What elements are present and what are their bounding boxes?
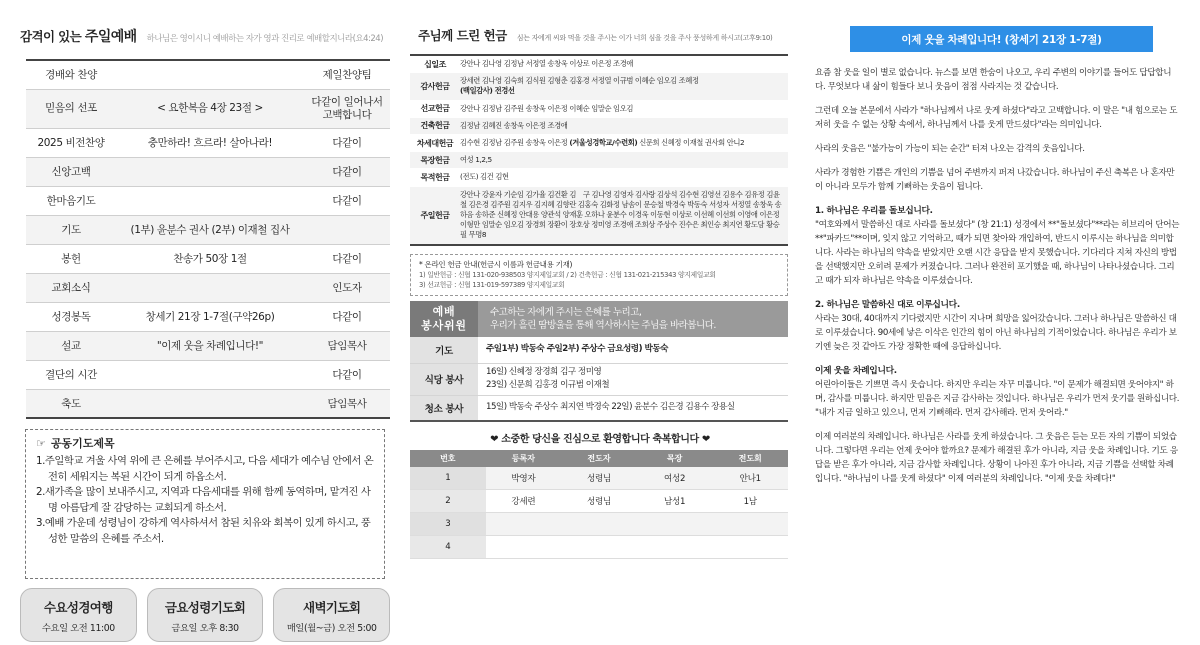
sermon-text: 사라가 경험한 기쁨은 개인의 기쁨을 넘어 주변까지 퍼져 나갔습니다. 하나님이 주신 축복은 나 혼자만이 아니라 모두가 함께 기뻐하는 웃음이 됩니다. — [815, 168, 1175, 192]
order-leader: 담임목사 — [304, 331, 390, 360]
welcome-message: ❤ 소중한 당신을 진심으로 환영합니다 축복합니다 ❤ — [490, 433, 710, 445]
visitor-row — [410, 513, 788, 536]
offering-row — [410, 101, 788, 118]
volunteers-head-1: 예배 — [432, 304, 456, 318]
volunteer-line: 23일) 신문희 김홍경 이규범 이재철 — [486, 380, 610, 391]
volunteer-label: 청소 봉사 — [410, 396, 478, 420]
volunteer-line: 16일) 신혜정 장경희 김구 정미영 — [486, 367, 602, 378]
order-row — [26, 60, 390, 89]
order-label: 성경봉독 — [26, 302, 116, 331]
offering-names-text: 강안나 김정남 김주원 송창욱 이은정 이혜순 임말순 임오김 — [460, 103, 634, 113]
worship-title-main: 주일예배 — [84, 29, 137, 45]
offering-row — [410, 169, 788, 186]
visitor-cell: 남성1 — [637, 490, 713, 513]
visitor-cell — [486, 536, 562, 559]
visitor-row — [410, 490, 788, 513]
sermon-heading: 이제 웃을 차례입니다. — [815, 366, 897, 376]
order-row — [26, 273, 390, 302]
worship-verse: 하나님은 영이시니 예배하는 자가 영과 진리로 예배할지니라(요4:24) — [146, 34, 384, 44]
offering-category: 십일조 — [424, 59, 446, 69]
online-title: * 온라인 헌금 안내(헌금시 이름과 헌금내용 기재) — [419, 259, 573, 269]
worship-title-prefix: 감격이 있는 — [20, 29, 82, 44]
sermon-paragraph — [815, 204, 1180, 288]
order-row — [26, 244, 390, 273]
volunteer-label: 기도 — [410, 337, 478, 363]
worship-order-panel — [20, 26, 388, 634]
order-leader: 제일찬양팀 — [304, 60, 390, 89]
order-leader: 다같이 — [304, 244, 390, 273]
meetings — [20, 588, 390, 642]
offering-names — [460, 135, 788, 151]
sermon-panel — [815, 26, 1180, 626]
visitor-number: 3 — [410, 513, 486, 536]
offering-header — [410, 26, 790, 52]
meeting-friday — [147, 588, 264, 642]
offering-verse: 심는 자에게 씨와 먹을 것을 주시는 이가 너희 심을 것을 주사 풍성하게 하시고(고후9:10) — [516, 34, 773, 42]
visitor-cell: 여성2 — [637, 467, 713, 490]
volunteers-message — [478, 301, 788, 337]
order-row — [26, 186, 390, 215]
worship-header — [20, 26, 388, 56]
visitor-cell: 안나1 — [712, 467, 788, 490]
meeting-title: 금요성령기도회 — [164, 600, 246, 615]
sermon-text: 어린아이들은 기쁘면 즉시 웃습니다. 하지만 우리는 자꾸 미룹니다. "이 문제가 해결되면 웃어야지" 하며, 감사를 미룹니다. 하지만 믿음은 지금 감사하는 것입니다. 하나님은 우리가 먼저 웃기를 원하십니다. "내가 지금 일하고 있으니, 먼저 기뻐해라. 먼저 감사해라. 먼저 웃어라." — [815, 380, 1180, 418]
sermon-paragraph — [815, 364, 1180, 420]
offering-names-text: (전도) 김건 김현 — [460, 172, 509, 182]
order-content — [116, 186, 304, 215]
volunteer-line: 주일1부) 박동숙 주일2부) 주상수 금요성령) 박동숙 — [486, 344, 668, 355]
sermon-text: 이제 여러분의 차례입니다. 하나님은 사라를 웃게 하셨습니다. 그 웃음은 듣는 모든 자의 기쁨이 되었습니다. 그렇다면 우리는 언제 웃어야 할까요? 문제가 해결된 후가 아니라, 지금 웃을 차례입니다. 기도 응답을 받은 후가 아니라, 지금 감사할 차례입니다. 상황이 나아진 후가 아니라, 지금 기쁨을 선택할 차례입니다. "하나님이 나를 웃게 하셨다" 이제 여러분의 차례입니다. "이제 웃을 차례다!" — [815, 432, 1178, 484]
visitor-cell — [637, 513, 713, 536]
online-offering-box — [410, 254, 788, 296]
offering-names — [460, 56, 788, 72]
visitor-number: 2 — [410, 490, 486, 513]
order-label: 교회소식 — [26, 273, 116, 302]
sermon-text: 그런데 오늘 본문에서 사라가 "하나님께서 나로 웃게 하셨다"라고 고백합니다. 이 말은 "내 힘으로는 도저히 웃을 수 없는 상황 속에서, 하나님께서 나를 웃게 만드셨다"라는 의미입니다. — [815, 106, 1178, 130]
offering-category: 목장헌금 — [420, 155, 450, 165]
pointing-hand-icon: ☞ — [36, 437, 46, 450]
order-content: 충만하라! 흐르라! 살아나라! — [116, 128, 304, 157]
volunteer-row-kitchen — [410, 364, 788, 396]
volunteers-msg-2: 우리가 흘린 땀방울을 통해 역사하시는 주님을 바라봅니다. — [490, 319, 716, 331]
offering-category: 감사헌금 — [420, 81, 450, 91]
visitor-cell: 성령님 — [561, 490, 637, 513]
visitor-number: 4 — [410, 536, 486, 559]
offering-names — [460, 73, 788, 99]
visitor-row — [410, 536, 788, 559]
visitor-header: 등록자 — [486, 450, 562, 467]
offering-category: 건축헌금 — [420, 121, 450, 131]
meeting-time: 매일(월~금) 오전 5:00 — [286, 623, 377, 634]
offering-category: 선교헌금 — [420, 104, 450, 114]
sermon-text: 사라는 30대, 40대까지 기다렸지만 시간이 지나며 희망을 잃어갔습니다. 그러나 하나님은 말씀하신 대로 이루셨습니다. 90세에 낳은 이삭은 인간의 힘이 아닌 하나님의 기적이었습니다. 하나님은 우리가 보기엔 늦은 것 같아도 가장 정확한 때에 응답하십니다. — [815, 314, 1177, 352]
visitor-header: 전도회 — [712, 450, 788, 467]
order-label: 한마음기도 — [26, 186, 116, 215]
order-label: 봉헌 — [26, 244, 116, 273]
worship-order-table — [26, 59, 390, 419]
sermon-text: "여호와께서 말씀하신 대로 사라를 돌보셨다" (창 21:1) 성경에서 **"돌보셨다"**라는 히브리어 단어는 **"파카드"**이며, 잊지 않고 기억하고, 때가 되면 찾아와 개입하여, 반드시 이루시는 하나님을 의미합니다. 사라는 하나님의 약속을 받았지만 오랜 시간 응답을 받지 못했습니다. 기다리다 지쳐 자신의 방법을 선택했지만 오히려 문제가 커졌습니다. 그러나 완전히 포기했을 때, 하나님이 나타나셨습니다. 그리고 때가 되자 하나님은 약속을 이루셨습니다. — [815, 220, 1180, 286]
volunteer-label: 식당 봉사 — [410, 364, 478, 395]
order-leader: 다같이 — [304, 157, 390, 186]
volunteers-header — [410, 301, 788, 337]
offering-row — [410, 54, 788, 73]
order-row — [26, 89, 390, 128]
visitor-cell — [561, 536, 637, 559]
meeting-dawn — [273, 588, 390, 642]
order-content: 찬송가 50장 1절 — [116, 244, 304, 273]
order-row — [26, 360, 390, 389]
offering-category: 목적헌금 — [420, 173, 450, 183]
visitor-cell: 성령님 — [561, 467, 637, 490]
order-row — [26, 331, 390, 360]
order-content — [116, 273, 304, 302]
offering-row — [410, 152, 788, 169]
order-row — [26, 157, 390, 186]
order-leader: 다같이 — [304, 128, 390, 157]
sermon-paragraph — [815, 142, 1180, 156]
visitor-row — [410, 467, 788, 490]
order-row — [26, 128, 390, 157]
offering-names — [460, 101, 788, 117]
order-leader: 인도자 — [304, 273, 390, 302]
sermon-paragraph — [815, 430, 1180, 486]
order-leader: 다같이 — [304, 302, 390, 331]
volunteers-table — [410, 301, 788, 422]
meeting-title: 새벽기도회 — [302, 600, 361, 615]
prayer-title-text: 공동기도제목 — [50, 437, 115, 450]
order-content: "이제 웃을 차례입니다!" — [116, 331, 304, 360]
order-label: 축도 — [26, 389, 116, 418]
visitor-cell — [712, 536, 788, 559]
offering-panel — [410, 26, 790, 626]
order-label: 경배와 찬양 — [26, 60, 116, 89]
visitor-header: 목장 — [637, 450, 713, 467]
visitor-cell — [637, 536, 713, 559]
order-label: 믿음의 선포 — [26, 89, 116, 128]
offering-category: 주일헌금 — [420, 210, 450, 220]
offering-category: 차세대헌금 — [416, 138, 454, 148]
visitor-cell: 1남 — [712, 490, 788, 513]
offering-names — [460, 152, 788, 168]
order-content — [116, 157, 304, 186]
visitors-table — [410, 450, 788, 560]
offering-names-text: 김수현 김정남 김주원 송창욱 이은정 (겨울성경학교/수련회) 신문희 신혜정 이재철 권사회 안니2 — [460, 138, 745, 148]
offering-names-text: 장세련 김나영 김숙희 김식원 김형춘 김홍경 서정열 이규범 이혜순 임오김 조혜정 — [460, 76, 699, 86]
offering-names — [460, 169, 788, 185]
meeting-title: 수요성경여행 — [43, 600, 113, 615]
visitor-header: 번호 — [410, 450, 486, 467]
sermon-body — [815, 66, 1180, 486]
prayer-title — [36, 435, 374, 451]
offering-note: (백일감사) 전경선 — [460, 86, 515, 96]
offering-names — [460, 187, 788, 244]
order-row — [26, 389, 390, 418]
sermon-paragraph — [815, 298, 1180, 354]
visitor-header: 전도자 — [561, 450, 637, 467]
meeting-time: 금요일 오후 8:30 — [171, 623, 239, 634]
order-leader: 담임목사 — [304, 389, 390, 418]
prayer-box — [25, 429, 385, 579]
sermon-paragraph — [815, 104, 1180, 132]
visitor-cell: 강세련 — [486, 490, 562, 513]
offering-names-text: 김정남 김혜진 송창욱 이은정 조경애 — [460, 120, 568, 130]
order-row — [26, 215, 390, 244]
order-label: 2025 비전찬양 — [26, 128, 116, 157]
order-content — [116, 60, 304, 89]
visitor-cell — [712, 513, 788, 536]
visitor-cell — [486, 513, 562, 536]
volunteer-names — [478, 364, 788, 395]
prayer-item: 2.새가족을 많이 보내주시고, 지역과 다음세대를 위해 함께 동역하며, 맡겨진 사명 아름답게 잘 감당하는 교회되게 하소서. — [36, 486, 371, 514]
offering-names-text: 강안나 김나영 김정남 서정열 송창욱 이상로 이은정 조경애 — [460, 59, 634, 68]
order-content — [116, 360, 304, 389]
offering-row — [410, 73, 788, 100]
sermon-heading: 2. 하나님은 말씀하신 대로 이루십니다. — [815, 300, 960, 310]
volunteer-line: 15일) 박동숙 주상수 최지연 박경숙 22일) 윤분수 김은경 김용수 장용실 — [486, 402, 735, 413]
order-content — [116, 389, 304, 418]
sermon-text: 사라의 웃음은 "불가능이 가능이 되는 순간" 터져 나오는 감격의 웃음입니다. — [815, 144, 1085, 154]
order-label: 신앙고백 — [26, 157, 116, 186]
order-content: (1부) 윤분수 권사 (2부) 이재철 집사 — [116, 215, 304, 244]
sermon-heading: 1. 하나님은 우리를 돌보십니다. — [815, 206, 933, 216]
offering-names-text: 강안나 강윤자 기순임 김가율 김건환 김 구 김나영 김영자 김사랑 김상석 김수현 김영선 김용수 김유정 김윤철 김은경 김주원 김지우 김지혜 김향란 김홍숙 김화정 남솜이 문승철 박경숙 박동숙 서성자 서정열 송창욱 송하음 송하준 신혜정 안대용 양관석 양재훈 오하나 윤분수 이경욱 이동현 이상로 이선혜 이선희 이영애 이은정 이형만 임말순 임오김 장경희 장환이 장호상 정미영 조경애 조희상 주상수 진수은 최인승 최지연 황도담 황승필 무명8 — [460, 189, 782, 240]
prayer-item: 3.예배 가운데 성령님이 강하게 역사하셔서 참된 치유와 회복이 있게 하시고, 풍성한 말씀의 은혜를 주소서. — [36, 517, 371, 545]
volunteers-head-2: 봉사위원 — [421, 318, 467, 332]
volunteer-row-prayer — [410, 337, 788, 364]
offering-names — [460, 118, 788, 134]
sermon-paragraph — [815, 166, 1180, 194]
volunteers-msg-1: 수고하는 자에게 주시는 은혜를 누리고, — [490, 306, 642, 318]
order-leader: 다같이 — [304, 186, 390, 215]
order-leader — [304, 215, 390, 244]
offering-row — [410, 187, 788, 246]
order-content: < 요한복음 4장 23절 > — [116, 89, 304, 128]
worship-title — [20, 26, 137, 46]
sermon-text: 요즘 참 웃을 일이 별로 없습니다. 뉴스를 보면 한숨이 나오고, 우리 주변의 이야기를 들어도 답답합니다. 무엇보다 내 삶이 힘들다 보니 웃음이 점점 사라지는 것 같습니다. — [815, 68, 1172, 92]
order-label: 설교 — [26, 331, 116, 360]
order-content: 창세기 21장 1-7절(구약26p) — [116, 302, 304, 331]
offering-title: 주님께 드린 헌금 — [418, 28, 507, 43]
offering-list — [410, 54, 788, 246]
volunteer-names — [478, 396, 788, 420]
volunteer-names — [478, 337, 788, 363]
order-label: 기도 — [26, 215, 116, 244]
meeting-time: 수요일 오전 11:00 — [41, 623, 115, 634]
visitor-cell — [561, 513, 637, 536]
meeting-wednesday — [20, 588, 137, 642]
offering-row — [410, 118, 788, 135]
volunteers-header-label — [410, 301, 478, 337]
offering-note: (겨울성경학교/수련회) — [569, 138, 638, 148]
prayer-item: 1.주일학교 겨울 사역 위에 큰 은혜를 부어주시고, 다음 세대가 예수님 안에서 온전히 세워지는 복된 시간이 되게 하옵소서. — [36, 455, 374, 483]
order-label: 결단의 시간 — [26, 360, 116, 389]
visitor-cell: 박영자 — [486, 467, 562, 490]
visitor-number: 1 — [410, 467, 486, 490]
order-row — [26, 302, 390, 331]
volunteer-row-cleaning — [410, 396, 788, 422]
online-line: 1) 일반헌금 : 신협 131-020-938503 양지제일교회 / 2) 건축헌금 : 신협 131-021-215343 양지제일교회 — [419, 270, 716, 279]
online-line: 3) 선교헌금 : 신협 131-019-597389 양지제일교회 — [419, 280, 565, 289]
order-leader: 다같이 일어나서 고백합니다 — [304, 89, 390, 128]
sermon-paragraph — [815, 66, 1180, 94]
order-leader: 다같이 — [304, 360, 390, 389]
sermon-title: 이제 웃을 차례입니다! (창세기 21장 1-7절) — [850, 26, 1153, 52]
offering-row — [410, 135, 788, 152]
offering-names-text: 여성 1,2,5 — [460, 155, 492, 165]
